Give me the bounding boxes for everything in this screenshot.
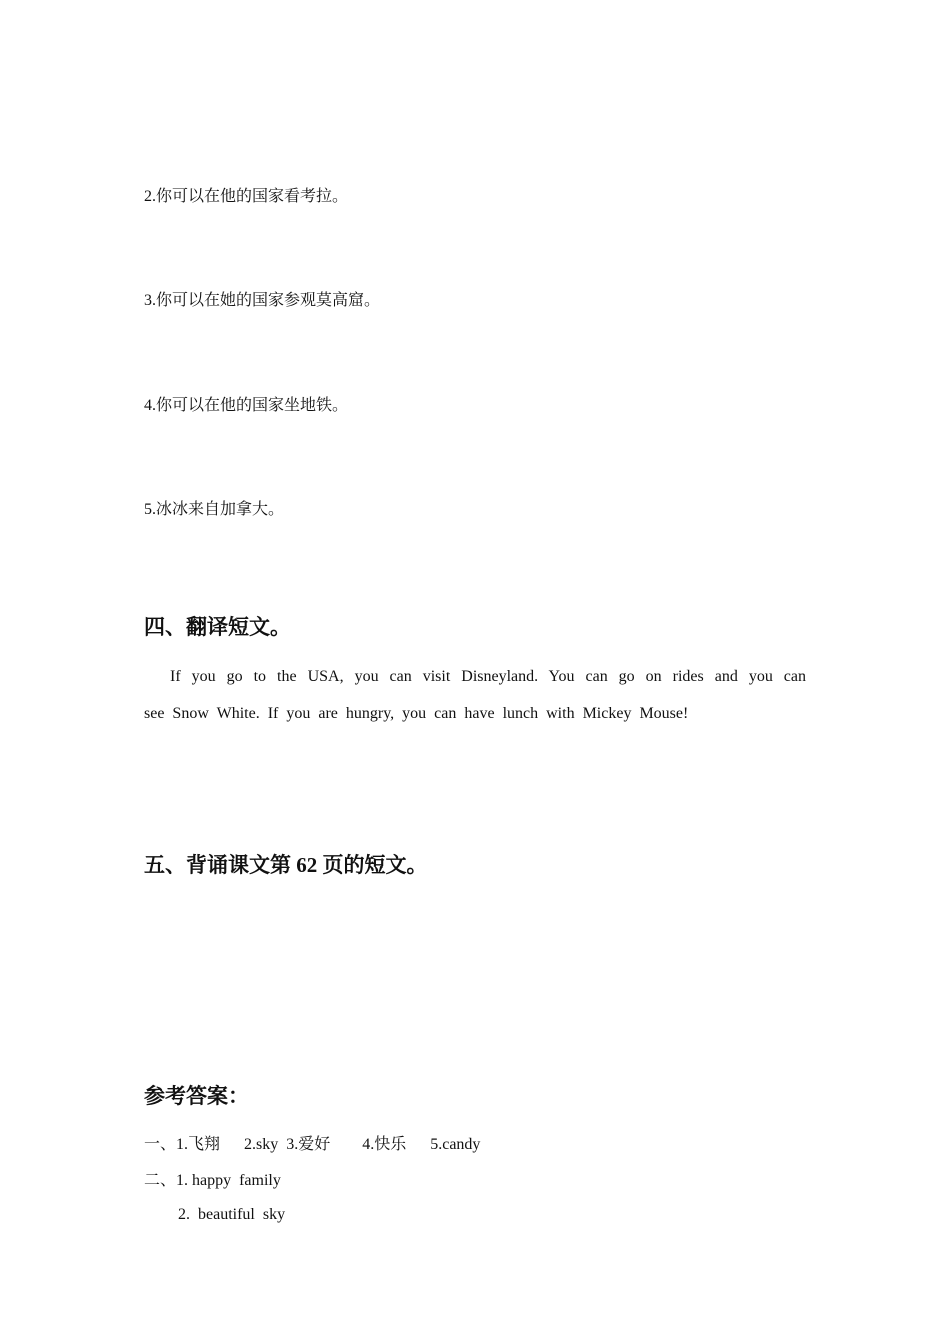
section-5-heading: 五、背诵课文第 62 页的短文。 [144,853,428,877]
passage-line-2: see Snow White. If you are hungry, you can have lunch with Mickey Mouse! [144,705,689,722]
sentence-5: 5.冰冰来自加拿大。 [144,501,285,518]
answer-row-1: 一、1.飞翔 2.sky 3.爱好 4.快乐 5.candy [144,1136,481,1153]
passage-line-1: If you go to the USA, you can visit Disneyland. You can go on rides and you can [170,668,806,685]
sentence-4: 4.你可以在他的国家坐地铁。 [144,397,349,414]
answer-row-2: 二、1. happy family [144,1172,281,1189]
sentence-3: 3.你可以在她的国家参观莫高窟。 [144,292,381,309]
section-4-heading: 四、翻译短文。 [144,615,291,639]
answer-row-3: 2. beautiful sky [178,1206,286,1223]
answers-heading: 参考答案： [144,1084,249,1108]
sentence-2: 2.你可以在他的国家看考拉。 [144,188,349,205]
